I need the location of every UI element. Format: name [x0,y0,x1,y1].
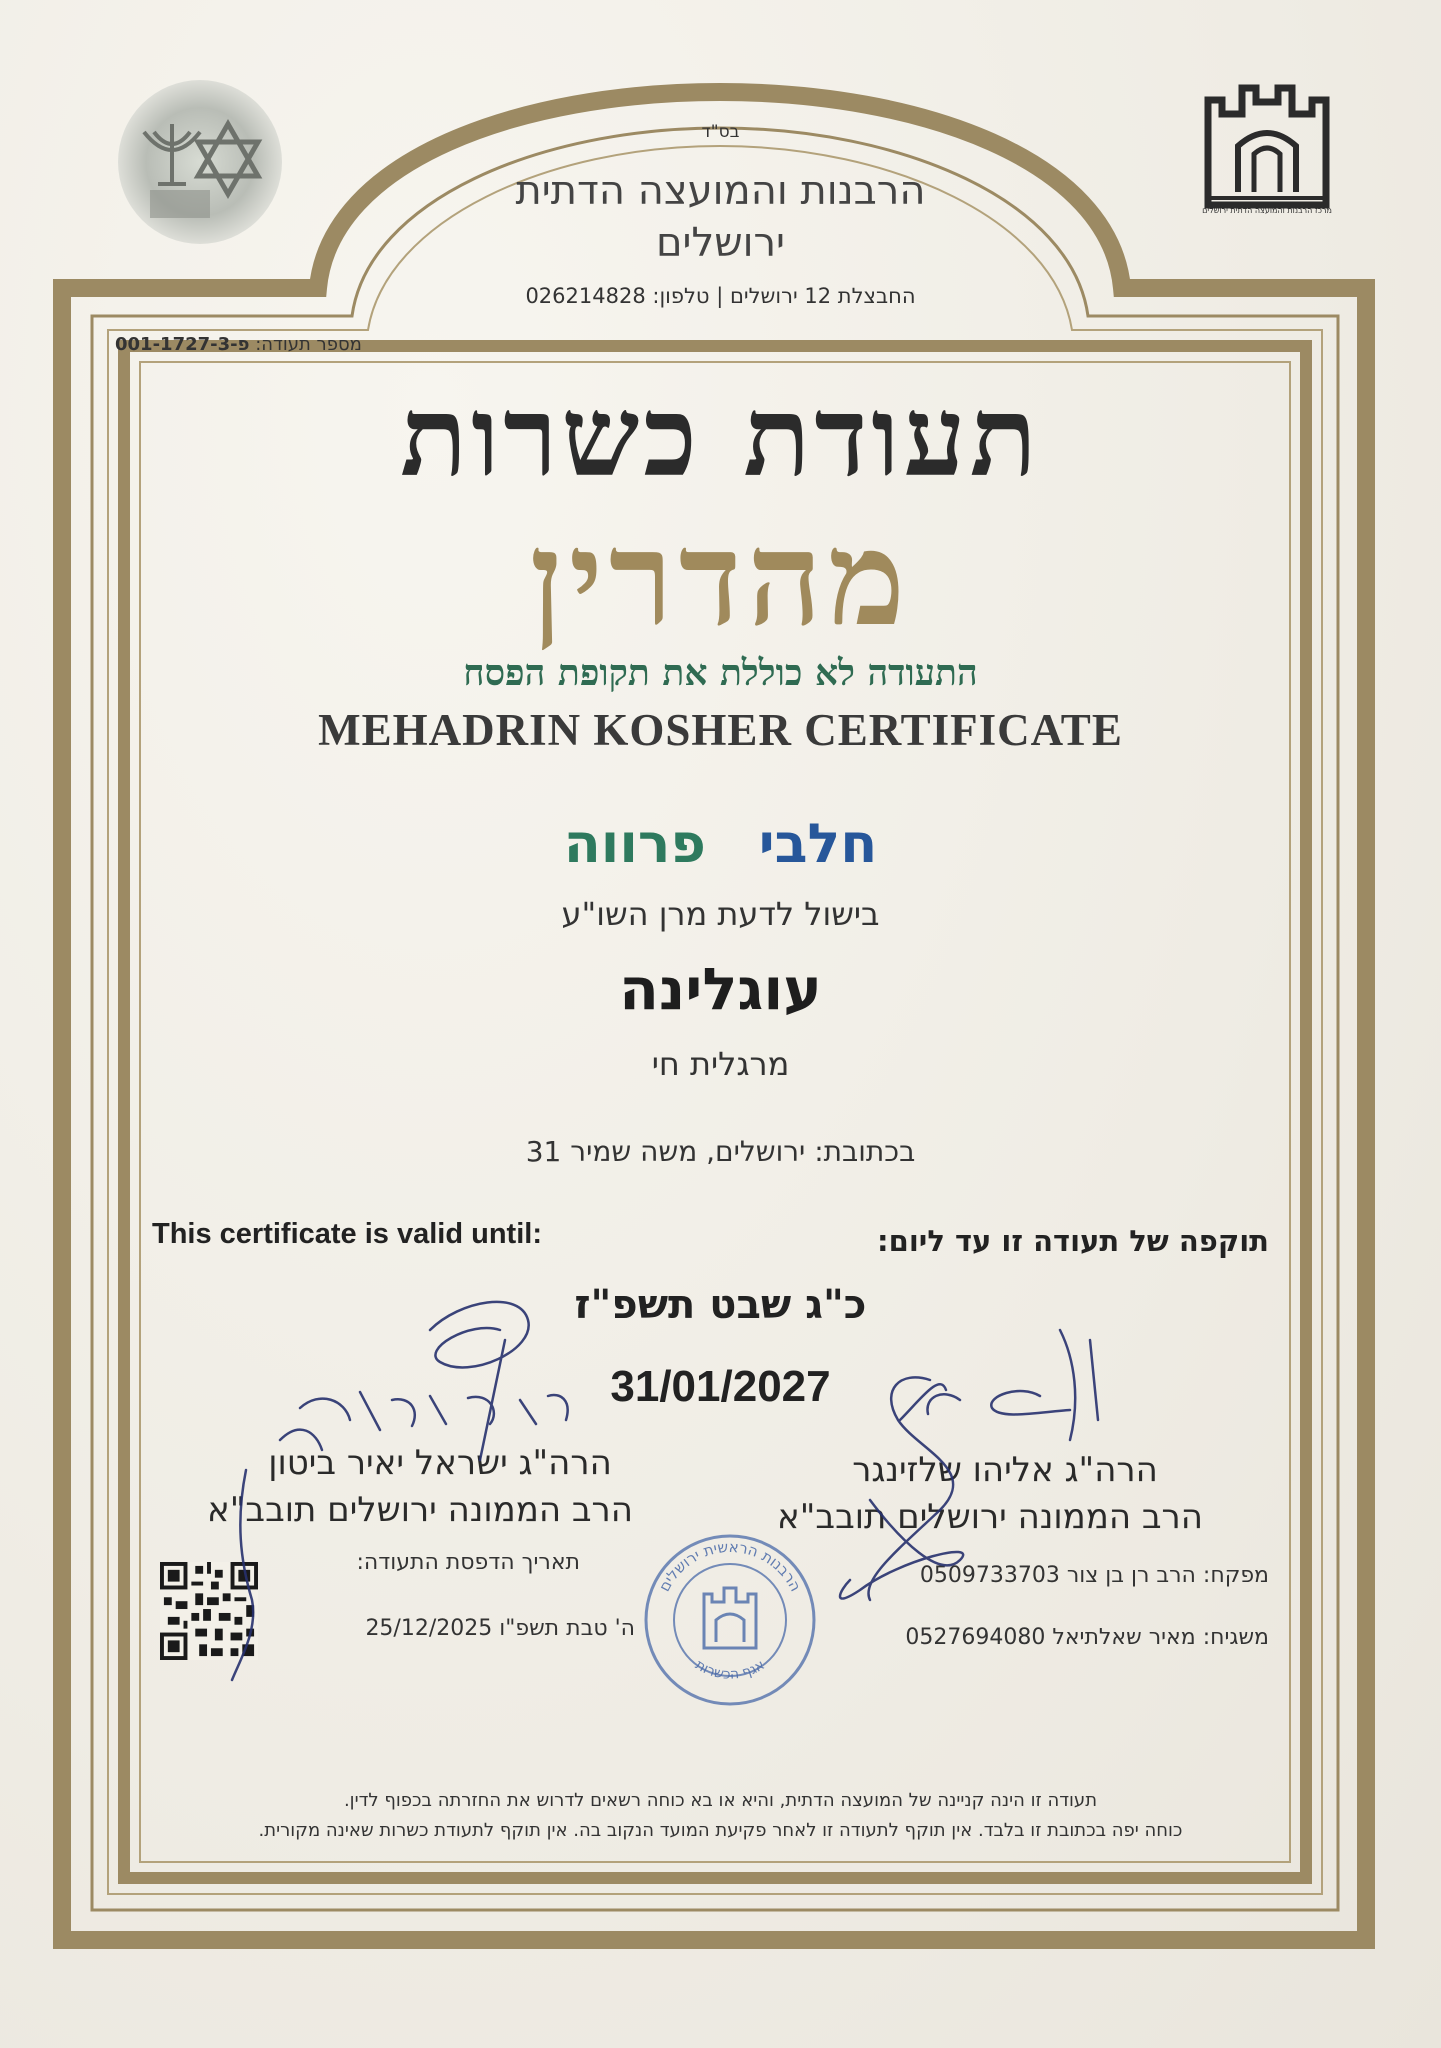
supervisor-contact: משגיח: מאיר שאלתיאל 0527694080 [905,1625,1269,1650]
rabbinate-stamp-icon [640,1530,820,1710]
bishul-note: בישול לדעת מרן השו"ע [561,895,880,933]
stamp-bottom-text: אגף הכשרות [692,1656,768,1683]
rabbi-right-title: הרב הממונה ירושלים תובב"א [777,1497,1203,1537]
svg-text:אגף הכשרות [692,1657,767,1683]
certificate-number [115,334,362,355]
inspector-contact: מפקח: הרב רן בן צור 0509733703 [919,1563,1269,1588]
title-kashrut-certificate: תעודת כשרות [400,372,1041,501]
bsd-mark: בס"ד [701,122,740,142]
validity-label-english: This certificate is valid until: [152,1218,542,1250]
svg-text:הרבנות הראשית ירושלים [655,1538,805,1595]
business-address: בכתובת: ירושלים, משה שמיר 31 [525,1135,916,1168]
stamp-ring-text: הרבנות הראשית ירושלים [655,1537,805,1595]
expiry-date-gregorian: 31/01/2027 [610,1362,831,1411]
print-date-value: ה' טבת תשפ"ו 25/12/2025 [365,1616,635,1641]
kashrut-type [0,812,1441,875]
rabbi-left-name: הרה"ג ישראל יאיר ביטון [268,1443,612,1483]
rabbi-left-title: הרב הממונה ירושלים תובב"א [207,1490,633,1530]
footer-legal-line-1: תעודה זו הינה קניינה של המועצה הדתית, והיא או בא כוחה רשאים לדרוש את החזרתה בכפוף לדין. [343,1790,1098,1811]
footer-legal-line-2: כוחה יפה בכתובת זו בלבד. אין תוקף לתעודה זו לאחר פקיעת המועד הנקוב בה. אין תוקף לתעודת כשרות שאינה מקורית. [258,1820,1183,1841]
tower-logo-caption: מרכז הרבנות והמועצה הדתית ירושלים [1202,206,1332,215]
title-mehadrin: מהדרין [529,502,912,655]
rabbi-right-name: הרה"ג אליהו שלזינגר [852,1450,1158,1490]
validity-label-hebrew: תוקפה של תעודה זו עד ליום: [877,1224,1269,1258]
type-halavi: חלבי [758,812,878,875]
business-name: עוגלינה [619,955,822,1023]
organization-city: ירושלים [656,220,785,266]
type-parve: פרווה [563,812,706,875]
print-date-label: תאריך הדפסת התעודה: [356,1550,580,1575]
organization-address-phone: החבצלת 12 ירושלים | טלפון: 026214828 [525,284,916,308]
title-english: MEHADRIN KOSHER CERTIFICATE [318,705,1123,755]
business-owner: מרגלית חי [651,1045,790,1083]
expiry-date-hebrew: כ"ג שבט תשפ"ז [574,1282,867,1328]
organization-name: הרבנות והמועצה הדתית [515,168,926,214]
pesach-exclusion-note: התעודה לא כוללת את תקופת הפסח [463,652,978,694]
certificate-number-value: פ-001-1727-3 [115,334,250,355]
certificate-number-label: מספר תעודה: [255,334,362,355]
qr-code-icon [160,1562,258,1660]
